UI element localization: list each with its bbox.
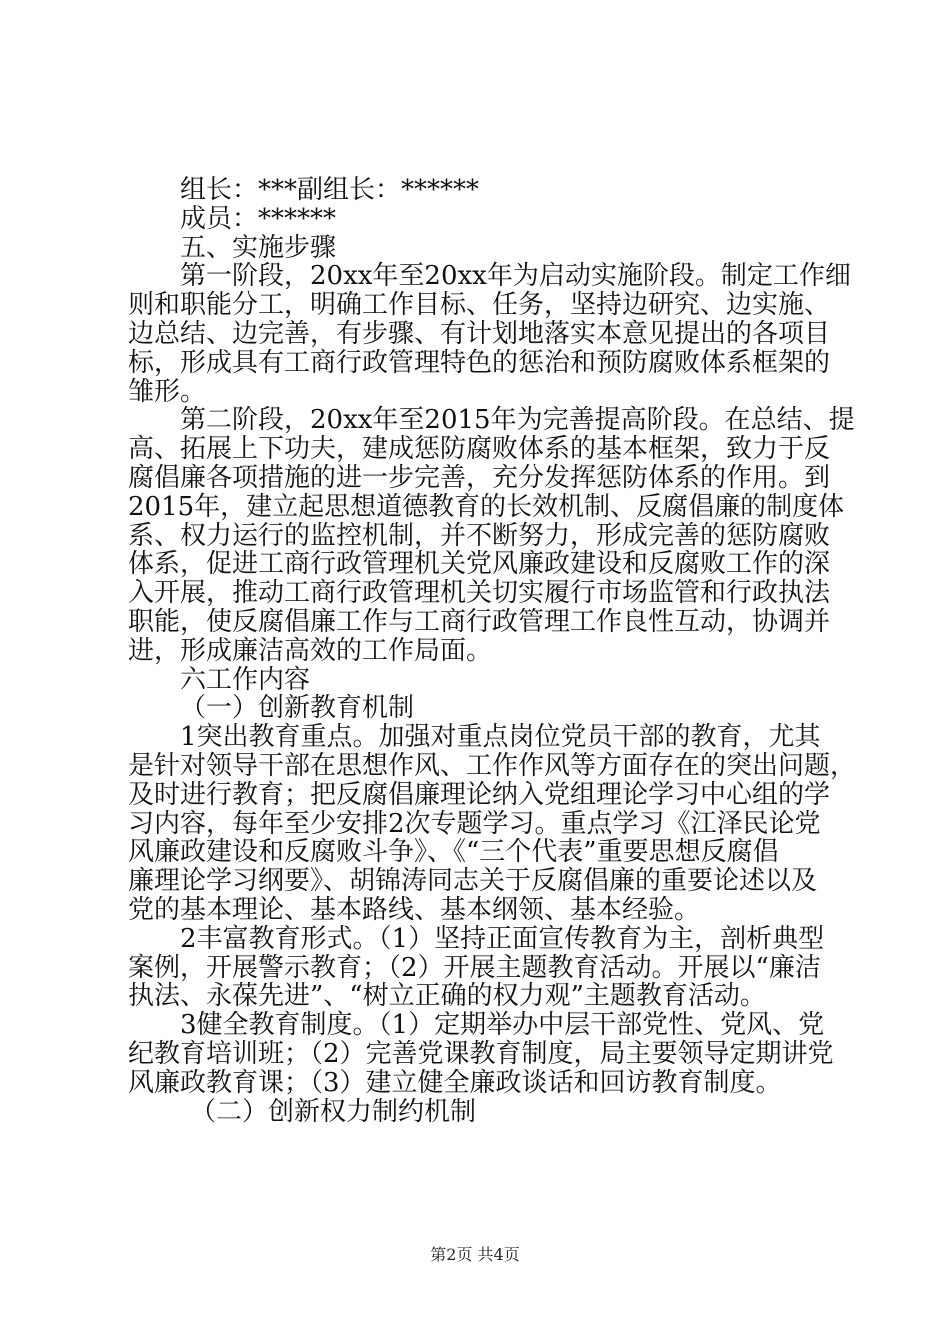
paragraph-line: 则和职能分工，明确工作目标、任务，坚持边研究、边实施、: [128, 290, 831, 321]
paragraph-line: 廉理论学习纲要》、胡锦涛同志关于反腐倡廉的重要论述以及: [128, 866, 818, 897]
paragraph-line: 第一阶段，20xx年至20xx年为启动实施阶段。制定工作细: [180, 261, 851, 292]
paragraph-line: 第二阶段，20xx年至2015年为完善提高阶段。在总结、提: [180, 405, 855, 436]
paragraph-line: 雏形。: [128, 376, 207, 407]
paragraph-line: 系、权力运行的监控机制，并不断努力，形成完善的惩防腐败: [128, 520, 831, 551]
paragraph-line: 体系，促进工商行政管理机关党风廉政建设和反腐败工作的深: [128, 549, 831, 580]
paragraph-line: 及时进行教育；把反腐倡廉理论纳入党组理论学习中心组的学: [128, 779, 831, 810]
paragraph-line: 1突出教育重点。加强对重点岗位党员干部的教育，尤其: [180, 722, 821, 753]
paragraph-line: 入开展，推动工商行政管理机关切实履行市场监管和行政执法: [128, 578, 831, 609]
paragraph-line: 风廉政教育课；（3）建立健全廉政谈话和回访教育制度。: [128, 1067, 782, 1098]
section-heading: 六工作内容: [180, 664, 311, 695]
paragraph-line: 执法、永葆先进”、“树立正确的权力观”主题教育活动。: [128, 981, 766, 1012]
paragraph-line: 党的基本理论、基本路线、基本纲领、基本经验。: [128, 894, 701, 925]
page-number-label: 第2页 共4页: [430, 1245, 520, 1264]
paragraph-line: 2015年，建立起思想道德教育的长效机制、反腐倡廉的制度体: [128, 491, 845, 522]
page-footer: [0, 1245, 950, 1265]
paragraph-line: 成员：******: [180, 203, 337, 234]
paragraph-line: 3健全教育制度。（1）定期举办中层干部党性、党风、党: [180, 1010, 825, 1041]
paragraph-line: 2丰富教育形式。（1）坚持正面宣传教育为主，剖析典型: [180, 923, 825, 954]
subsection-heading: （一）创新教育机制: [180, 693, 415, 724]
subsection-heading: （二）创新权力制约机制: [190, 1096, 477, 1127]
paragraph-line: 风廉政建设和反腐败斗争》、《“三个代表”重要思想反腐倡: [128, 837, 779, 868]
paragraph-line: 是针对领导干部在思想作风、工作作风等方面存在的突出问题，: [128, 750, 857, 781]
paragraph-line: 案例，开展警示教育；（2）开展主题教育活动。开展以“廉洁: [128, 952, 821, 983]
paragraph-line: 腐倡廉各项措施的进一步完善，充分发挥惩防体系的作用。到: [128, 462, 831, 493]
paragraph-line: 纪教育培训班；（2）完善党课教育制度，局主要领导定期讲党: [128, 1038, 834, 1069]
paragraph-line: 习内容，每年至少安排2次专题学习。重点学习《江泽民论党: [128, 808, 821, 839]
paragraph-line: 职能，使反腐倡廉工作与工商行政管理工作良性互动，协调并: [128, 606, 831, 637]
paragraph-line: 标，形成具有工商行政管理特色的惩治和预防腐败体系框架的: [128, 347, 831, 378]
section-heading: 五、实施步骤: [180, 232, 337, 263]
document-body: [128, 175, 857, 1127]
paragraph-line: 高、拓展上下功夫，建成惩防腐败体系的基本框架，致力于反: [128, 434, 831, 465]
paragraph-line: 进，形成廉洁高效的工作局面。: [128, 635, 493, 666]
paragraph-line: 组长：***副组长：******: [180, 175, 480, 205]
paragraph-line: 边总结、边完善，有步骤、有计划地落实本意见提出的各项目: [128, 318, 831, 349]
